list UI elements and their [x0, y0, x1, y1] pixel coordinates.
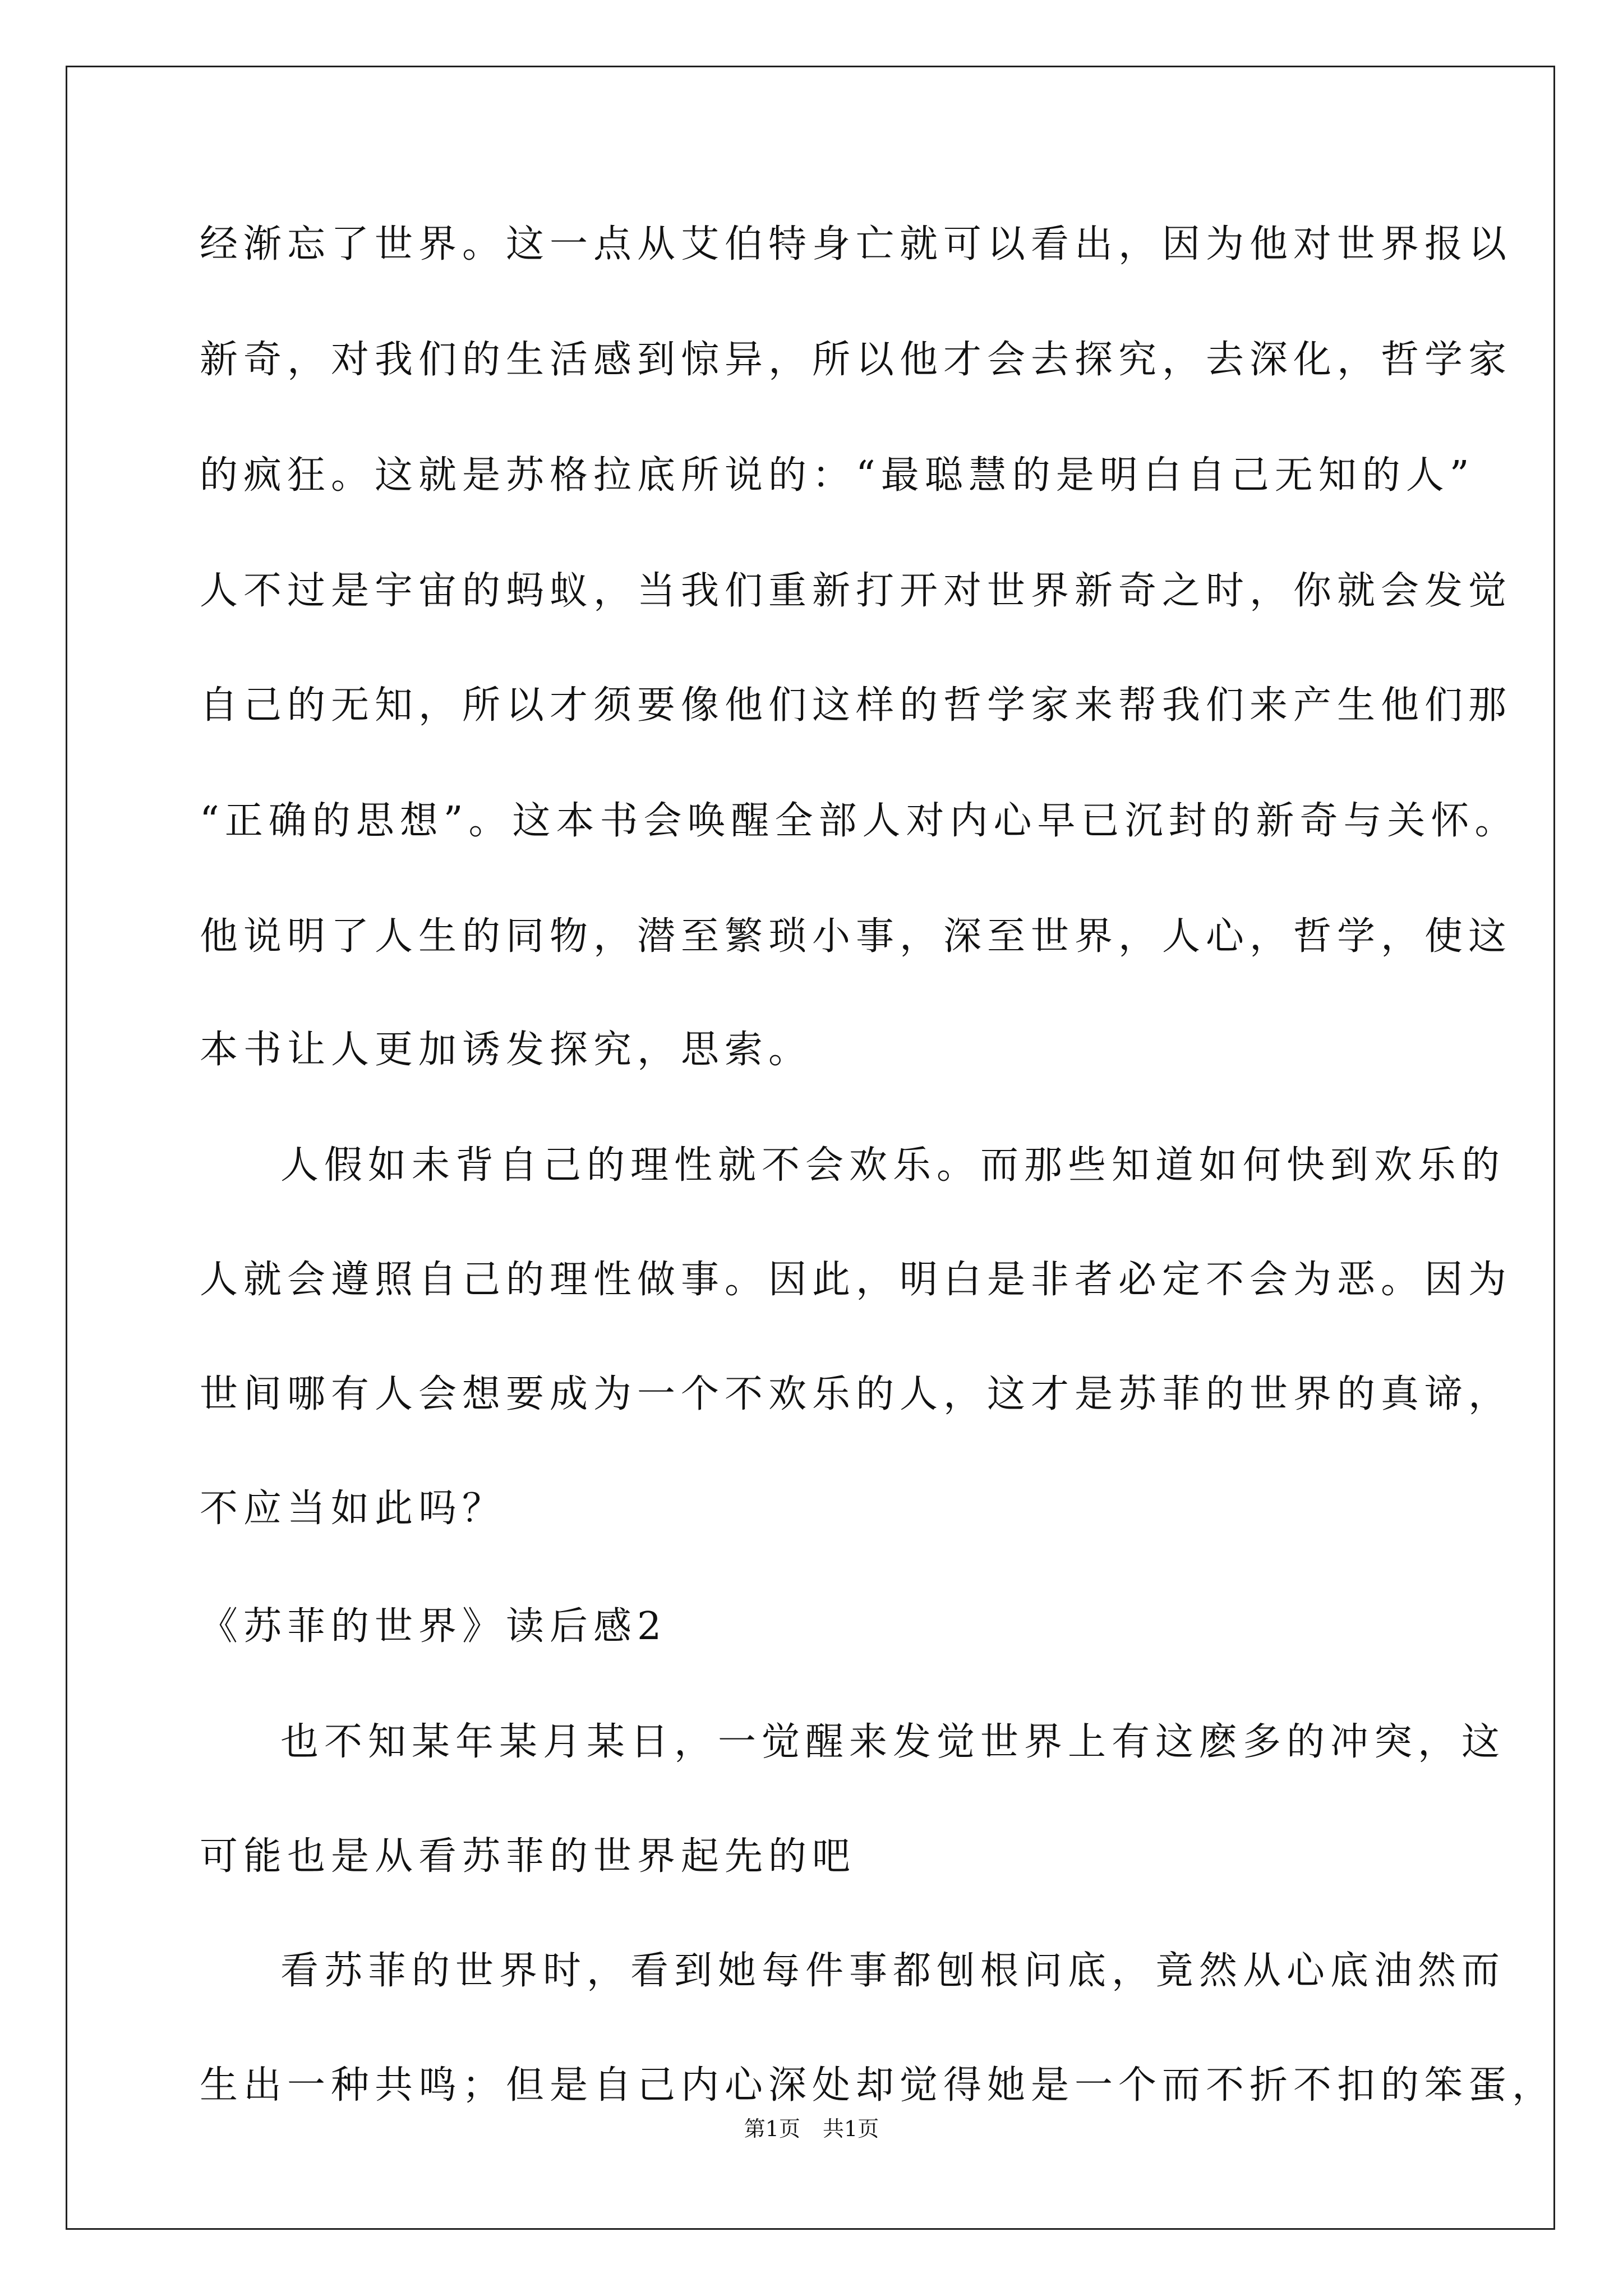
- paragraph-first-line: 人假如未背自己的理性就不会欢乐。而那些知道如何快到欢乐的: [280, 1143, 1506, 1188]
- text-line: 经渐忘了世界。这一点从艾伯特身亡就可以看出，因为他对世界报以: [200, 222, 1513, 266]
- page-footer: [0, 2118, 1623, 2139]
- page-number: 第1页: [744, 2116, 800, 2141]
- text-line: 人不过是宇宙的蚂蚁，当我们重新打开对世界新奇之时，你就会发觉: [200, 569, 1513, 613]
- text-line: 生出一种共鸣；但是自己内心深处却觉得她是一个而不折不扣的笨蛋，: [200, 2063, 1556, 2108]
- text-line: 人就会遵照自己的理性做事。因此，明白是非者必定不会为恶。因为: [200, 1258, 1513, 1302]
- paragraph-first-line: 也不知某年某月某日，一觉醒来发觉世界上有这麽多的冲突，这: [280, 1720, 1506, 1764]
- text-line: 世间哪有人会想要成为一个不欢乐的人，这才是苏菲的世界的真谛，: [200, 1372, 1513, 1416]
- text-line: 他说明了人生的同物，潜至繁琐小事，深至世界，人心，哲学，使这: [200, 914, 1513, 959]
- paragraph-first-line: 看苏菲的世界时，看到她每件事都刨根问底，竟然从心底油然而: [280, 1949, 1506, 1993]
- page-total: 共1页: [823, 2116, 879, 2141]
- section-heading: 《苏菲的世界》读后感2: [200, 1604, 667, 1649]
- text-line: 不应当如此吗？: [200, 1487, 506, 1531]
- text-line: 新奇，对我们的生活感到惊异，所以他才会去探究，去深化，哲学家: [200, 338, 1513, 382]
- text-line: 可能也是从看苏菲的世界起先的吧: [200, 1834, 856, 1879]
- text-line: 自己的无知，所以才须要像他们这样的哲学家来帮我们来产生他们那: [200, 683, 1513, 728]
- text-line: “正确的思想”。这本书会唤醒全部人对内心早已沉封的新奇与关怀。: [200, 799, 1519, 843]
- text-line: 的疯狂。这就是苏格拉底所说的：“最聪慧的是明白自己无知的人”: [200, 453, 1475, 498]
- text-line: 本书让人更加诱发探究，思索。: [200, 1028, 813, 1072]
